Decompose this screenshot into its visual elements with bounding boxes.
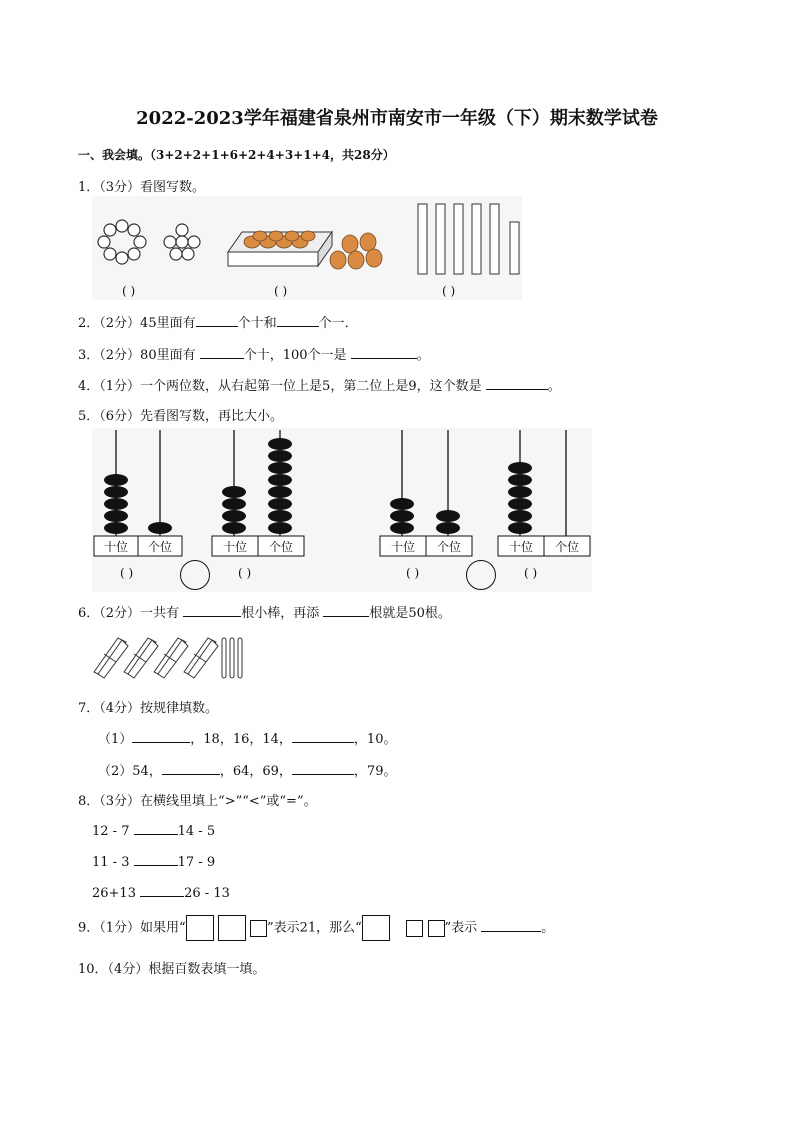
q2-text-c: 个一． [318, 316, 358, 331]
q1-figure [92, 196, 522, 300]
q2-blank-tens[interactable] [196, 314, 238, 327]
q6-text-a: 6．（2分）一共有 [78, 606, 184, 621]
q9-box-small-1 [250, 920, 267, 937]
beads-cluster [164, 224, 200, 260]
q3-text-b: 个十，100个一是 [243, 348, 351, 363]
q9-text-a: 9．（1分）如果用“ [78, 920, 186, 936]
q9-text-c: ”表示 [444, 920, 482, 936]
q7-l2-text-a: （2）54， [98, 764, 162, 779]
q9-box-big-1 [186, 915, 214, 941]
abacus-illustration [92, 428, 592, 592]
q6-blank-1[interactable] [183, 604, 241, 617]
q3-text-c: 。 [416, 348, 430, 363]
abacus1-ones-label: 个位 [147, 540, 172, 554]
section-heading: 一、我会填。（3+2+2+1+6+2+4+3+1+4，共28分） [78, 148, 395, 162]
q8-r3-blank[interactable] [140, 884, 184, 897]
q9-box-small-2 [406, 920, 423, 937]
q7-l2-text-c: ，79。 [353, 764, 397, 779]
q9-box-big-3 [362, 915, 390, 941]
q5-compare-circle-2[interactable] [466, 560, 496, 590]
q9-text-b: ”表示21，那么“ [266, 920, 362, 936]
q8-r2-left: 11 - 3 [92, 855, 130, 870]
abacus2-ones-label: 个位 [268, 540, 293, 554]
q7-l2-text-b: ，64，69， [219, 764, 292, 779]
q2-blank-ones[interactable] [277, 314, 319, 327]
q8-r2-right: 17 - 9 [177, 855, 216, 870]
q4-blank[interactable] [486, 377, 548, 390]
q6-text-b: 根小棒，再添 [241, 606, 324, 621]
q1-answer-3[interactable]: ( ) [442, 284, 456, 298]
abacus3-ones-label: 个位 [436, 540, 461, 554]
q3-blank-2[interactable] [351, 346, 417, 359]
q7-l2-blank-2[interactable] [292, 762, 354, 775]
q8-r1-left: 12 - 7 [92, 824, 130, 839]
question-2 [78, 312, 358, 331]
abacus4-ones-label: 个位 [554, 540, 579, 554]
q2-text-a: 2．（2分）45里面有 [78, 316, 196, 331]
abacus1-tens-label: 十位 [103, 540, 128, 554]
q7-line-1 [98, 728, 396, 747]
q9-text-d: 。 [541, 920, 555, 936]
abacus4-tens-label: 十位 [508, 540, 533, 554]
q5-answer-1[interactable]: ( ) [120, 566, 134, 580]
q8-row-3 [92, 884, 230, 901]
question-6 [78, 602, 451, 621]
question-10: 10．（4分）根据百数表填一填。 [78, 962, 266, 977]
egg-box [228, 231, 382, 269]
q8-row-1 [92, 822, 215, 839]
q7-l2-blank-1[interactable] [162, 762, 220, 775]
question-3 [78, 344, 430, 363]
q7-l1-text-c: ，10。 [353, 732, 397, 747]
q5-answer-3[interactable]: ( ) [406, 566, 420, 580]
question-8: 8．（3分）在横线里填上“>”“<”或“=”。 [78, 794, 317, 809]
question-7: 7．（4分）按规律填数。 [78, 701, 219, 716]
q2-text-b: 个十和 [237, 316, 277, 331]
q6-sticks-figure [92, 634, 252, 680]
q5-answer-2[interactable]: ( ) [238, 566, 252, 580]
q8-r3-right: 26 - 13 [184, 886, 230, 901]
q9-box-small-3 [428, 920, 445, 937]
q8-r2-blank[interactable] [134, 853, 178, 866]
q3-text-a: 3．（2分）80里面有 [78, 348, 200, 363]
abacus2-tens-label: 十位 [222, 540, 247, 554]
loose-eggs [330, 233, 382, 269]
q9-blank[interactable] [481, 919, 541, 932]
q5-abacus-figure [92, 428, 592, 592]
q8-row-2 [92, 853, 215, 870]
q6-blank-2[interactable] [323, 604, 369, 617]
q7-line-2 [98, 760, 396, 779]
q1-illustration [92, 196, 522, 300]
q7-l1-text-b: ，18，16，14， [190, 732, 292, 747]
q7-l1-blank-1[interactable] [132, 730, 190, 743]
q1-answer-1[interactable]: ( ) [122, 284, 136, 298]
q8-r3-left: 26+13 [92, 886, 136, 901]
abacus3-tens-label: 十位 [390, 540, 415, 554]
question-5: 5．（6分）先看图写数，再比大小。 [78, 409, 284, 424]
q8-r1-blank[interactable] [134, 822, 178, 835]
page-title: 2022-2023学年福建省泉州市南安市一年级（下）期末数学试卷 [136, 108, 658, 129]
beads-ring [98, 220, 146, 264]
q7-l1-text-a: （1） [98, 732, 133, 747]
question-9 [78, 915, 554, 941]
q3-blank-1[interactable] [200, 346, 244, 359]
q5-compare-circle-1[interactable] [180, 560, 210, 590]
q4-text-a: 4．（1分）一个两位数，从右起第一位上是5，第二位上是9，这个数是 [78, 379, 486, 394]
base-ten-rods [418, 204, 519, 274]
q7-l1-blank-2[interactable] [292, 730, 354, 743]
sticks-bundles-illustration [92, 634, 252, 680]
q9-box-big-2 [218, 915, 246, 941]
question-4 [78, 375, 561, 394]
q6-text-c: 根就是50根。 [369, 606, 451, 621]
q4-text-b: 。 [547, 379, 561, 394]
q1-answer-2[interactable]: ( ) [274, 284, 288, 298]
q8-r1-right: 14 - 5 [177, 824, 216, 839]
question-1: 1．（3分）看图写数。 [78, 180, 206, 195]
q5-answer-4[interactable]: ( ) [524, 566, 538, 580]
